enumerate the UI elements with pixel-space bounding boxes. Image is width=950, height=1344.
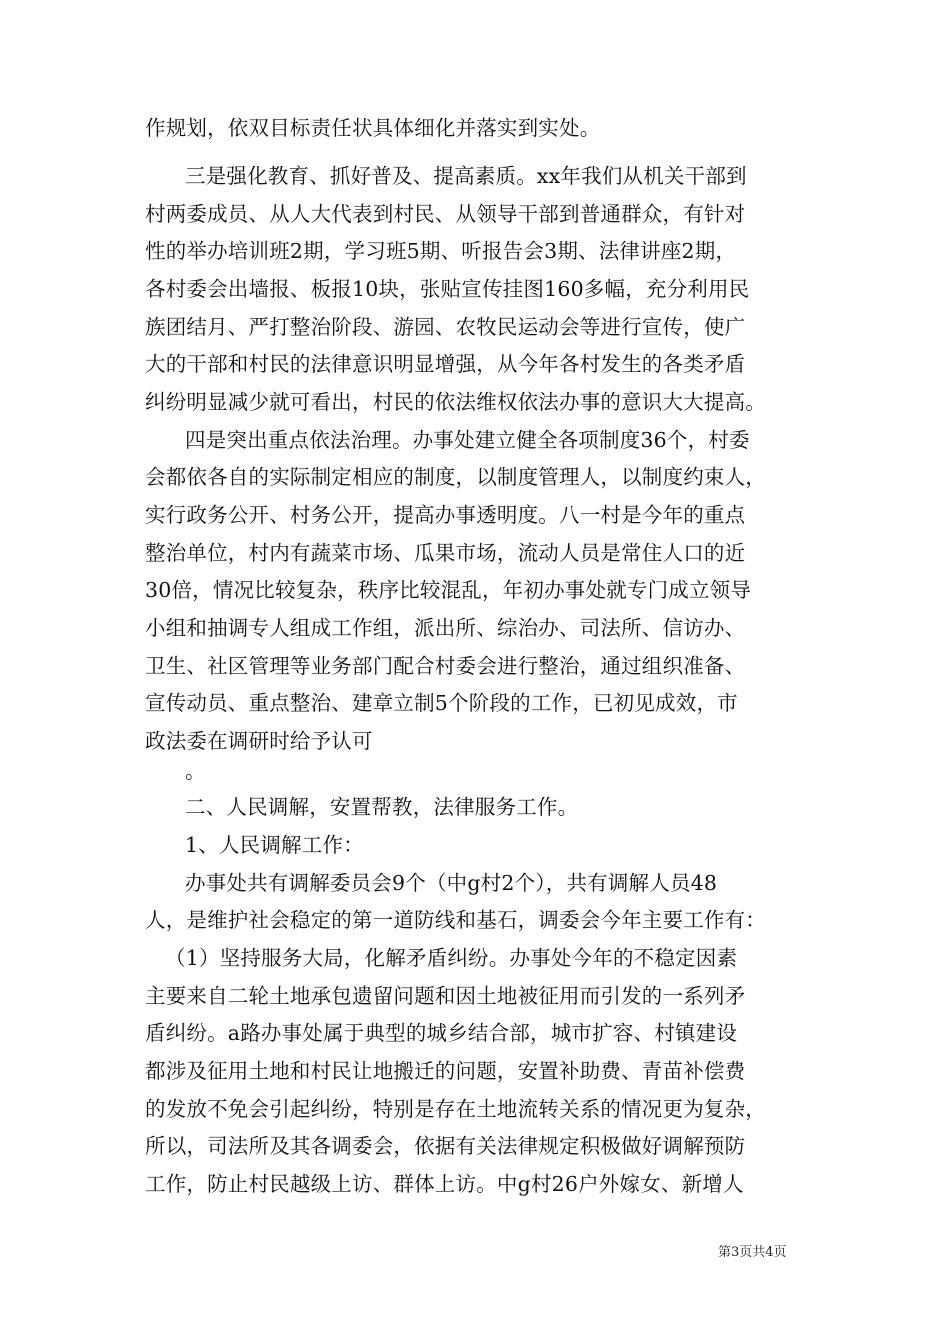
text-line: 的发放不免会引起纠纷，特别是存在土地流转关系的情况更为复杂， [145, 1097, 766, 1121]
text-line: 实行政务公开、村务公开，提高办事透明度。八一村是今年的重点 [145, 503, 746, 527]
text-line: 主要来自二轮土地承包遗留问题和因土地被征用而引发的一系列矛 [145, 984, 746, 1008]
text-line: 作规划，依双目标责任状具体细化并落实到实处。 [145, 116, 601, 140]
text-line: 工作，防止村民越级上访、群体上访。中g村26户外嫁女、新增人 [145, 1172, 744, 1196]
text-line: 办事处共有调解委员会9个（中g村2个），共有调解人员48 [185, 871, 718, 895]
text-line: 卫生、社区管理等业务部门配合村委会进行整治，通过组织准备、 [145, 654, 746, 678]
text-line: 性的举办培训班2期，学习班5期、听报告会3期、法律讲座2期， [145, 239, 737, 263]
text-line: 四是突出重点依法治理。办事处建立健全各项制度36个，村委 [185, 428, 750, 452]
text-line: 族团结月、严打整治阶段、游园、农牧民运动会等进行宣传，使广 [145, 315, 746, 339]
text-line: 1、人民调解工作： [185, 833, 364, 857]
text-line: 宣传动员、重点整治、建章立制5个阶段的工作，已初见成效，市 [145, 691, 738, 715]
text-line: 盾纠纷。a路办事处属于典型的城乡结合部，城市扩容、村镇建设 [145, 1021, 738, 1045]
text-line: 会都依各自的实际制定相应的制度，以制度管理人，以制度约束人， [145, 465, 766, 489]
text-line: 都涉及征用土地和村民让地搬迁的问题，安置补助费、青苗补偿费 [145, 1059, 746, 1083]
text-line: 30倍，情况比较复杂，秩序比较混乱，年初办事处就专门成立领导 [145, 578, 752, 602]
text-line: 大的干部和村民的法律意识明显增强，从今年各村发生的各类矛盾 [145, 352, 746, 376]
text-line: 。 [185, 759, 206, 783]
text-line: 村两委成员、从人大代表到村民、从领导干部到普通群众，有针对 [145, 202, 746, 226]
text-line: 纠纷明显减少就可看出，村民的依法维权依法办事的意识大大提高。 [145, 390, 766, 414]
text-line: 政法委在调研时给予认可 [145, 729, 373, 753]
text-line: 各村委会出墙报、板报10块，张贴宣传挂图160多幅，充分利用民 [145, 277, 750, 301]
text-line: 三是强化教育、抓好普及、提高素质。xx年我们从机关干部到 [185, 164, 747, 188]
page-number-footer: 第3页共4页 [718, 1245, 787, 1260]
text-line: （1）坚持服务大局，化解矛盾纠纷。办事处今年的不稳定因素 [165, 946, 738, 970]
text-line: 小组和抽调专人组成工作组，派出所、综治办、司法所、信访办、 [145, 616, 746, 640]
text-line: 二、人民调解，安置帮教，法律服务工作。 [185, 795, 579, 819]
text-line: 整治单位，村内有蔬菜市场、瓜果市场，流动人员是常住人口的近 [145, 541, 746, 565]
text-line: 人，是维护社会稳定的第一道防线和基石，调委会今年主要工作有： [145, 908, 766, 932]
text-line: 所以，司法所及其各调委会，依据有关法律规定积极做好调解预防 [145, 1134, 746, 1158]
